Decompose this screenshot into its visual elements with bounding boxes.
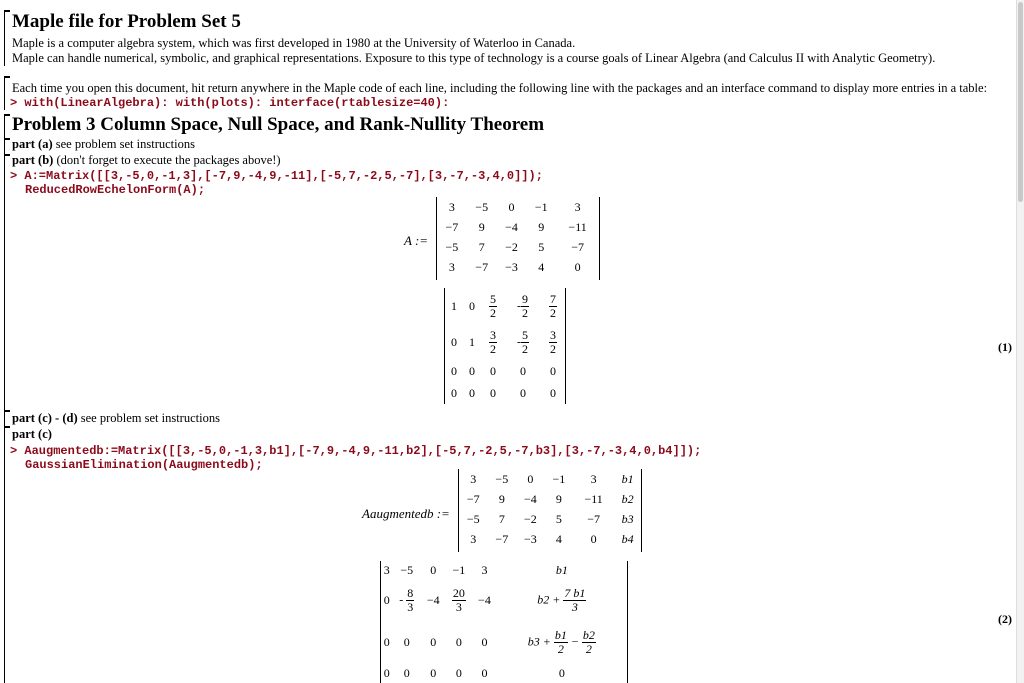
- matrix-entry: 0: [481, 665, 488, 680]
- matrix-entry: 0: [383, 592, 390, 607]
- gauss-row-4: [381, 663, 627, 683]
- equation-label-2: (2): [998, 612, 1012, 626]
- matrix-entry: 0: [550, 385, 556, 400]
- matrix-entry: 0: [508, 199, 515, 214]
- matrix-entry: −1: [534, 199, 548, 214]
- part-cd-text: see problem set instructions: [77, 411, 220, 425]
- scrollbar-thumb[interactable]: [1018, 2, 1023, 202]
- gauss-row-3: [381, 621, 627, 663]
- matrix-rref: [444, 288, 566, 404]
- numerator: b2: [582, 627, 595, 642]
- prompt: >: [10, 96, 18, 110]
- matrix-entry: 5: [538, 239, 545, 254]
- matrix-entry: 0: [455, 634, 462, 649]
- fraction: [549, 329, 557, 356]
- fraction: [406, 587, 414, 614]
- matrix-entry: 3: [383, 562, 390, 577]
- matrix-entry: 0: [403, 634, 410, 649]
- matrix-entry: 9: [498, 491, 505, 506]
- matrix-entry: −5: [445, 239, 459, 254]
- matrix-entry: −11: [568, 219, 587, 234]
- instructions-text: Each time you open this document, hit return anywhere in the Maple code of each line, including the following line with the packages and an interface command to display more entries in a table:: [12, 81, 988, 95]
- group-bracket[interactable]: [4, 76, 5, 110]
- matrix-entry: 3: [470, 471, 477, 486]
- section-heading: Problem 3 Column Space, Null Space, and Rank-Nullity Theorem: [12, 114, 545, 135]
- numerator: 3: [550, 327, 556, 342]
- numerator: 20: [452, 585, 465, 600]
- matrix-entry: b1: [621, 471, 634, 486]
- code-packages[interactable]: with(LinearAlgebra): with(plots): interface(rtablesize=40):: [24, 96, 450, 110]
- rref-row-2: [445, 324, 565, 360]
- matrix-entry: [505, 324, 541, 360]
- denominator: 2: [550, 305, 556, 320]
- denominator: 2: [557, 641, 564, 656]
- matrix-entry: 0: [520, 385, 526, 400]
- code-matrix-augmented[interactable]: Aaugmentedb:=Matrix([[3,-5,0,-1,3,b1],[-7,9,-4,9,-11,b2],[-5,7,-2,5,-7,b3],[3,-7,-3,4,0,b4]]);: [24, 444, 702, 458]
- intro-line-1: Maple is a computer algebra system, which was first developed in 1980 at the University of Waterloo in Canada.: [12, 36, 576, 50]
- matrix-row: [437, 217, 599, 237]
- matrix-entry: 0: [451, 334, 457, 349]
- fraction: [489, 329, 497, 356]
- fraction: [489, 293, 497, 320]
- numerator: 7: [550, 291, 556, 306]
- matrix-augmented: [458, 469, 642, 552]
- denominator: 2: [585, 641, 592, 656]
- fraction: [554, 629, 568, 656]
- matrix-entry: 1: [451, 298, 457, 313]
- matrix-entry: - $\frac{8}{3}$: [399, 585, 414, 614]
- denominator: 2: [490, 305, 496, 320]
- matrix-entry: 0: [451, 363, 457, 378]
- matrix-entry: 0: [383, 665, 390, 680]
- matrix-entry: 0: [469, 298, 475, 313]
- matrix-A: [436, 197, 600, 280]
- matrix-entry: 3: [448, 199, 455, 214]
- fraction: [563, 587, 586, 614]
- code-gaussian[interactable]: GaussianElimination(Aaugmentedb);: [25, 458, 263, 472]
- document-title: Maple file for Problem Set 5: [12, 11, 241, 32]
- matrix-entry: −7: [475, 259, 489, 274]
- part-a-line: [12, 136, 195, 152]
- prompt: >: [10, 444, 18, 458]
- gauss-row-1: [381, 561, 627, 579]
- part-c-line: [12, 426, 52, 442]
- part-cd-line: [12, 410, 220, 426]
- matrix-entry: [541, 288, 565, 324]
- matrix-entry: 0: [550, 363, 556, 378]
- matrix-entry: −7: [587, 511, 601, 526]
- matrix-entry: −2: [505, 239, 518, 254]
- matrix-entry: 0: [469, 385, 475, 400]
- matrix-entry: 0: [430, 562, 437, 577]
- matrix-entry: [497, 621, 627, 663]
- rref-row-3: [445, 360, 565, 382]
- matrix-entry: 0: [520, 363, 526, 378]
- numerator: 8: [407, 585, 414, 600]
- matrix-entry: 9: [555, 491, 562, 506]
- code-matrix-A[interactable]: A:=Matrix([[3,-5,0,-1,3],[-7,9,-4,9,-11],[-5,7,-2,5,-7],[3,-7,-3,4,0]]);: [24, 169, 543, 183]
- fraction: [549, 293, 557, 320]
- matrix-entry: [481, 288, 505, 324]
- expr-part: b2 +: [537, 591, 561, 606]
- matrix-entry: −5: [466, 511, 480, 526]
- matrix-entry: 0: [430, 634, 437, 649]
- bracket-tick: [4, 10, 10, 12]
- matrix-entry: 0: [451, 385, 457, 400]
- matrix-entry: 0: [455, 665, 462, 680]
- matrix-entry: 0: [527, 471, 534, 486]
- matrix-entry: −1: [552, 471, 566, 486]
- fraction: [452, 587, 466, 614]
- matrix-entry: −3: [505, 259, 518, 274]
- rref-row-1: [445, 288, 565, 324]
- denominator: 3: [571, 599, 578, 614]
- matrix-entry: −2: [523, 511, 537, 526]
- matrix-entry: [541, 324, 565, 360]
- matrix-gaussian: [380, 561, 628, 683]
- section-bracket[interactable]: [4, 114, 5, 683]
- matrix-row: [459, 469, 641, 489]
- matrix-entry: −7: [495, 531, 509, 546]
- fraction: [521, 329, 529, 356]
- denominator: 2: [550, 341, 556, 356]
- code-input-A[interactable]: [10, 169, 543, 183]
- matrix-entry: 0: [403, 665, 410, 680]
- matrix-entry: 9: [538, 219, 545, 234]
- fraction: [521, 293, 529, 320]
- matrix-entry: 0: [490, 363, 496, 378]
- section-bracket[interactable]: [4, 10, 5, 66]
- matrix-entry: 0: [558, 665, 565, 680]
- matrix-entry: 7: [478, 239, 485, 254]
- matrix-entry: 9: [478, 219, 485, 234]
- matrix-entry: 1: [469, 334, 475, 349]
- denominator: 2: [490, 341, 496, 356]
- matrix-entry: 0: [469, 363, 475, 378]
- minus-sign: −: [570, 633, 579, 648]
- matrix-row: [437, 197, 599, 217]
- matrix-entry: −5: [475, 199, 489, 214]
- expr-part: b3 +: [527, 633, 551, 648]
- part-b-text: (don't forget to execute the packages above!): [53, 153, 281, 167]
- matrix-entry: 4: [555, 531, 562, 546]
- matrix-entry: −4: [478, 592, 491, 607]
- numerator: 9: [522, 291, 528, 306]
- matrix-entry: [446, 579, 473, 621]
- matrix-entry: 7: [498, 511, 505, 526]
- gauss-row-2: [381, 579, 627, 621]
- matrix-A-label: A :=: [404, 233, 429, 248]
- matrix-entry: −4: [505, 219, 518, 234]
- code-input-augmented[interactable]: [10, 444, 701, 458]
- prompt: >: [10, 169, 18, 183]
- matrix-entry: 0: [430, 665, 437, 680]
- bracket-tick: [4, 76, 10, 78]
- bracket-tick: [4, 154, 10, 156]
- numerator: 5: [522, 327, 528, 342]
- matrix-row: [437, 237, 599, 257]
- sign: -: [517, 333, 521, 348]
- matrix-entry: [505, 288, 541, 324]
- matrix-entry: −7: [445, 219, 459, 234]
- part-c-label: part (c): [12, 427, 52, 441]
- part-b-label: part (b): [12, 153, 54, 167]
- part-cd-label: part (c) - (d): [12, 411, 78, 425]
- code-packages-line[interactable]: [10, 96, 449, 110]
- matrix-entry: −7: [466, 491, 480, 506]
- denominator: 2: [522, 341, 528, 356]
- numerator: 3: [490, 327, 496, 342]
- matrix-entry: b1: [555, 562, 568, 577]
- matrix-entry: 0: [590, 531, 597, 546]
- code-rref[interactable]: ReducedRowEchelonForm(A);: [25, 183, 206, 197]
- matrix-entry: −4: [426, 592, 440, 607]
- matrix-row: [437, 257, 599, 277]
- bracket-tick: [4, 410, 10, 412]
- bracket-tick: [4, 426, 10, 428]
- matrix-entry: 3: [470, 531, 477, 546]
- matrix-entry: 3: [448, 259, 455, 274]
- matrix-entry: 3: [574, 199, 581, 214]
- matrix-row: [459, 509, 641, 529]
- matrix-entry: 0: [574, 259, 581, 274]
- matrix-entry: −3: [523, 531, 537, 546]
- denominator: 2: [522, 305, 528, 320]
- matrix-entry: 0: [481, 634, 488, 649]
- matrix-row: [459, 489, 641, 509]
- matrix-entry: −5: [400, 562, 414, 577]
- denominator: 3: [407, 599, 414, 614]
- rref-row-4: [445, 382, 565, 404]
- matrix-entry: [481, 324, 505, 360]
- matrix-entry: 4: [538, 259, 545, 274]
- bracket-tick: [4, 138, 10, 140]
- denominator: 3: [455, 599, 462, 614]
- matrix-entry: [497, 579, 627, 621]
- matrix-row: [459, 529, 641, 549]
- matrix-entry: −5: [495, 471, 509, 486]
- equation-label-1: (1): [998, 340, 1012, 354]
- numerator: 7 b1: [564, 585, 586, 600]
- matrix-entry: 3: [481, 562, 488, 577]
- part-b-line: [12, 152, 281, 168]
- matrix-entry: −1: [452, 562, 466, 577]
- matrix-entry: 3: [590, 471, 597, 486]
- matrix-entry: b2: [621, 491, 634, 506]
- numerator: 5: [490, 291, 496, 306]
- fraction: [582, 629, 596, 656]
- intro-line-2: Maple can handle numerical, symbolic, and graphical representations. Exposure to this type of technology is a course goals of Linear Algebra (and Calculus II with Analytic Geometry).: [12, 51, 936, 65]
- vertical-scrollbar[interactable]: [1016, 0, 1024, 683]
- part-a-text: see problem set instructions: [52, 137, 195, 151]
- matrix-entry: b4: [621, 531, 634, 546]
- matrix-entry: −11: [584, 491, 603, 506]
- numerator: b1: [554, 627, 567, 642]
- matrix-entry: 5: [555, 511, 562, 526]
- matrix-entry: −4: [523, 491, 537, 506]
- matrix-augmented-label: Aaugmentedb :=: [362, 506, 450, 521]
- matrix-entry: −7: [571, 239, 584, 254]
- part-a-label: part (a): [12, 137, 53, 151]
- sign: -: [517, 297, 521, 312]
- matrix-entry: b3: [621, 511, 634, 526]
- matrix-entry: 0: [490, 385, 496, 400]
- bracket-tick: [4, 114, 10, 116]
- matrix-entry: 0: [383, 634, 390, 649]
